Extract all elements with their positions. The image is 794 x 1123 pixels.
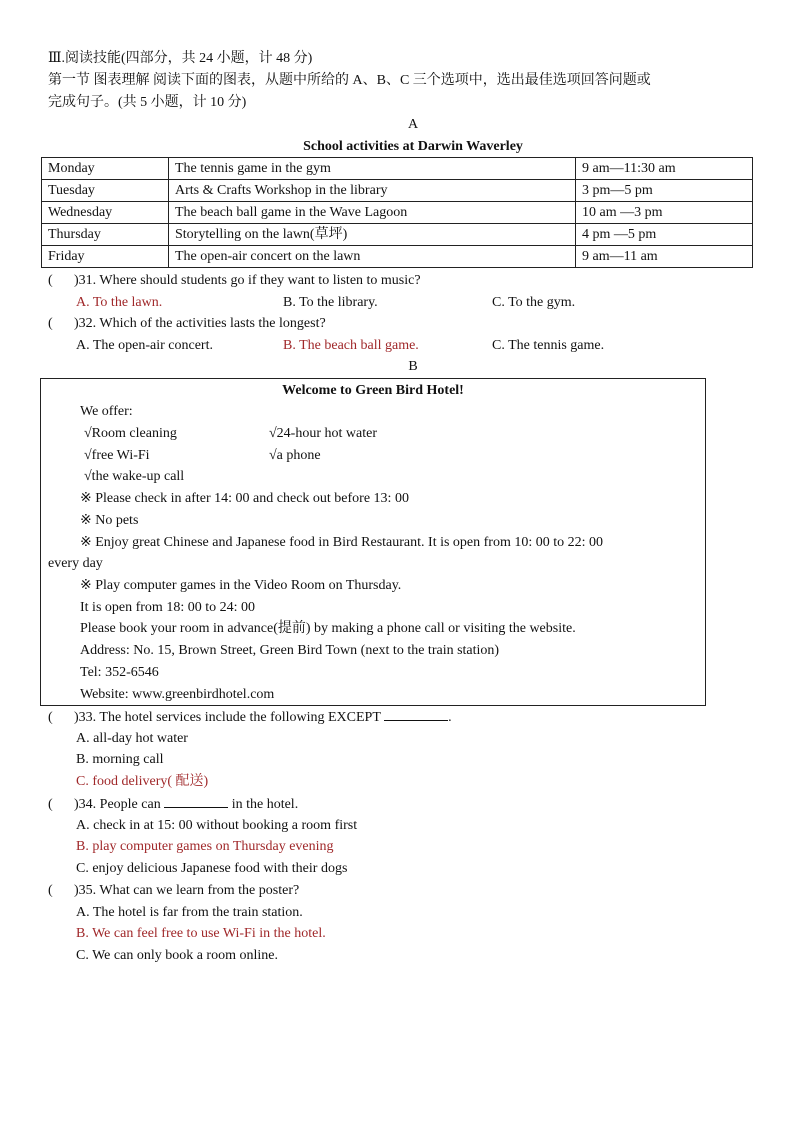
question-text-before: )34. People can xyxy=(74,797,161,812)
time-cell: 3 pm—5 pm xyxy=(576,180,753,202)
q35-option-c[interactable]: C. We can only book a room online. xyxy=(76,948,278,963)
answer-blank[interactable] xyxy=(384,707,448,721)
offer-hot-water: √24-hour hot water xyxy=(269,426,377,441)
question-35 xyxy=(48,881,299,901)
question-33: ( )33. The hotel services include the following EXCEPT . xyxy=(48,707,452,728)
answer-paren[interactable]: ( xyxy=(48,273,53,288)
q31-option-c[interactable]: C. To the gym. xyxy=(492,295,576,310)
day-cell: Friday xyxy=(42,246,169,268)
time-cell: 9 am—11:30 am xyxy=(576,158,753,180)
question-34 xyxy=(48,794,298,815)
answer-paren[interactable]: ( xyxy=(48,797,53,812)
time-cell: 10 am —3 pm xyxy=(576,202,753,224)
activity-cell: The open-air concert on the lawn xyxy=(169,246,576,268)
time-cell: 4 pm —5 pm xyxy=(576,224,753,246)
q34-option-c[interactable]: C. enjoy delicious Japanese food with their dogs xyxy=(76,861,348,876)
note-video-hours: It is open from 18: 00 to 24: 00 xyxy=(80,600,255,615)
table-row xyxy=(42,246,753,268)
we-offer-label: We offer: xyxy=(80,404,133,419)
q35-option-a[interactable]: A. The hotel is far from the train station. xyxy=(76,905,303,920)
note-check-in: ※ Please check in after 14: 00 and check out before 13: 00 xyxy=(80,491,409,506)
answer-paren[interactable]: ( xyxy=(48,316,53,331)
day-cell: Thursday xyxy=(42,224,169,246)
time-cell: 9 am—11 am xyxy=(576,246,753,268)
answer-paren[interactable]: ( xyxy=(48,883,53,898)
q33-option-a[interactable]: A. all-day hot water xyxy=(76,731,188,746)
instruction-line-2: 完成句子。(共 5 小题，计 10 分) xyxy=(48,95,247,110)
day-cell: Monday xyxy=(42,158,169,180)
question-text: )35. What can we learn from the poster? xyxy=(74,883,300,898)
answer-blank[interactable] xyxy=(164,794,228,808)
q32-option-b[interactable]: B. The beach ball game. xyxy=(283,338,419,353)
answer-paren[interactable]: ( xyxy=(48,710,53,725)
note-restaurant-cont: every day xyxy=(48,556,103,571)
question-text: )32. Which of the activities lasts the longest? xyxy=(74,316,326,331)
section-title: Ⅲ.阅读技能(四部分，共 24 小题，计 48 分) xyxy=(48,51,313,66)
note-booking: Please book your room in advance(提前) by making a phone call or visiting the website. xyxy=(80,621,576,636)
note-video-room: ※ Play computer games in the Video Room on Thursday. xyxy=(80,578,402,593)
poster-title: Welcome to Green Bird Hotel! xyxy=(282,383,464,398)
q31-option-b[interactable]: B. To the library. xyxy=(283,295,378,310)
question-text: )31. Where should students go if they want to listen to music? xyxy=(74,273,421,288)
offer-wifi: √free Wi-Fi xyxy=(84,448,150,463)
part-a-title: School activities at Darwin Waverley xyxy=(303,139,523,154)
question-31 xyxy=(48,271,421,291)
hotel-address: Address: No. 15, Brown Street, Green Bird Town (next to the train station) xyxy=(80,643,500,658)
question-text-after: in the hotel. xyxy=(231,797,299,812)
activity-cell: The beach ball game in the Wave Lagoon xyxy=(169,202,576,224)
note-no-pets: ※ No pets xyxy=(80,513,139,528)
q33-option-b[interactable]: B. morning call xyxy=(76,752,164,767)
q34-option-b[interactable]: B. play computer games on Thursday evening xyxy=(76,839,334,854)
q31-option-a[interactable]: A. To the lawn. xyxy=(76,295,163,310)
q32-option-c[interactable]: C. The tennis game. xyxy=(492,338,605,353)
table-row xyxy=(42,224,753,246)
part-a-letter: A xyxy=(407,117,419,132)
activity-cell: Storytelling on the lawn(草坪) xyxy=(169,224,576,246)
activity-cell: The tennis game in the gym xyxy=(169,158,576,180)
offer-room-cleaning: √Room cleaning xyxy=(84,426,177,441)
hotel-website[interactable]: Website: www.greenbirdhotel.com xyxy=(80,687,275,702)
table-row xyxy=(42,202,753,224)
instruction-line-1: 第一节 图表理解 阅读下面的图表，从题中所给的 A、B、C 三个选项中，选出最佳选项回答问题或 xyxy=(48,73,651,88)
day-cell: Tuesday xyxy=(42,180,169,202)
table-row xyxy=(42,158,753,180)
table-row xyxy=(42,180,753,202)
offer-wake-up-call: √the wake-up call xyxy=(84,469,185,484)
part-b-letter: B xyxy=(408,359,418,374)
note-restaurant: ※ Enjoy great Chinese and Japanese food in Bird Restaurant. It is open from 10: 00 to 22: 00 xyxy=(80,535,604,550)
q34-option-a[interactable]: A. check in at 15: 00 without booking a room first xyxy=(76,818,358,833)
offer-phone: √a phone xyxy=(269,448,321,463)
hotel-tel: Tel: 352-6546 xyxy=(80,665,159,680)
activity-cell: Arts & Crafts Workshop in the library xyxy=(169,180,576,202)
q33-option-c[interactable]: C. food delivery( 配送) xyxy=(76,774,209,789)
q35-option-b[interactable]: B. We can feel free to use Wi-Fi in the hotel. xyxy=(76,926,326,941)
schedule-table xyxy=(41,157,753,268)
question-32 xyxy=(48,314,326,334)
q32-option-a[interactable]: A. The open-air concert. xyxy=(76,338,213,353)
question-text: )33. The hotel services include the following EXCEPT xyxy=(74,710,381,725)
hotel-poster xyxy=(40,378,706,706)
day-cell: Wednesday xyxy=(42,202,169,224)
